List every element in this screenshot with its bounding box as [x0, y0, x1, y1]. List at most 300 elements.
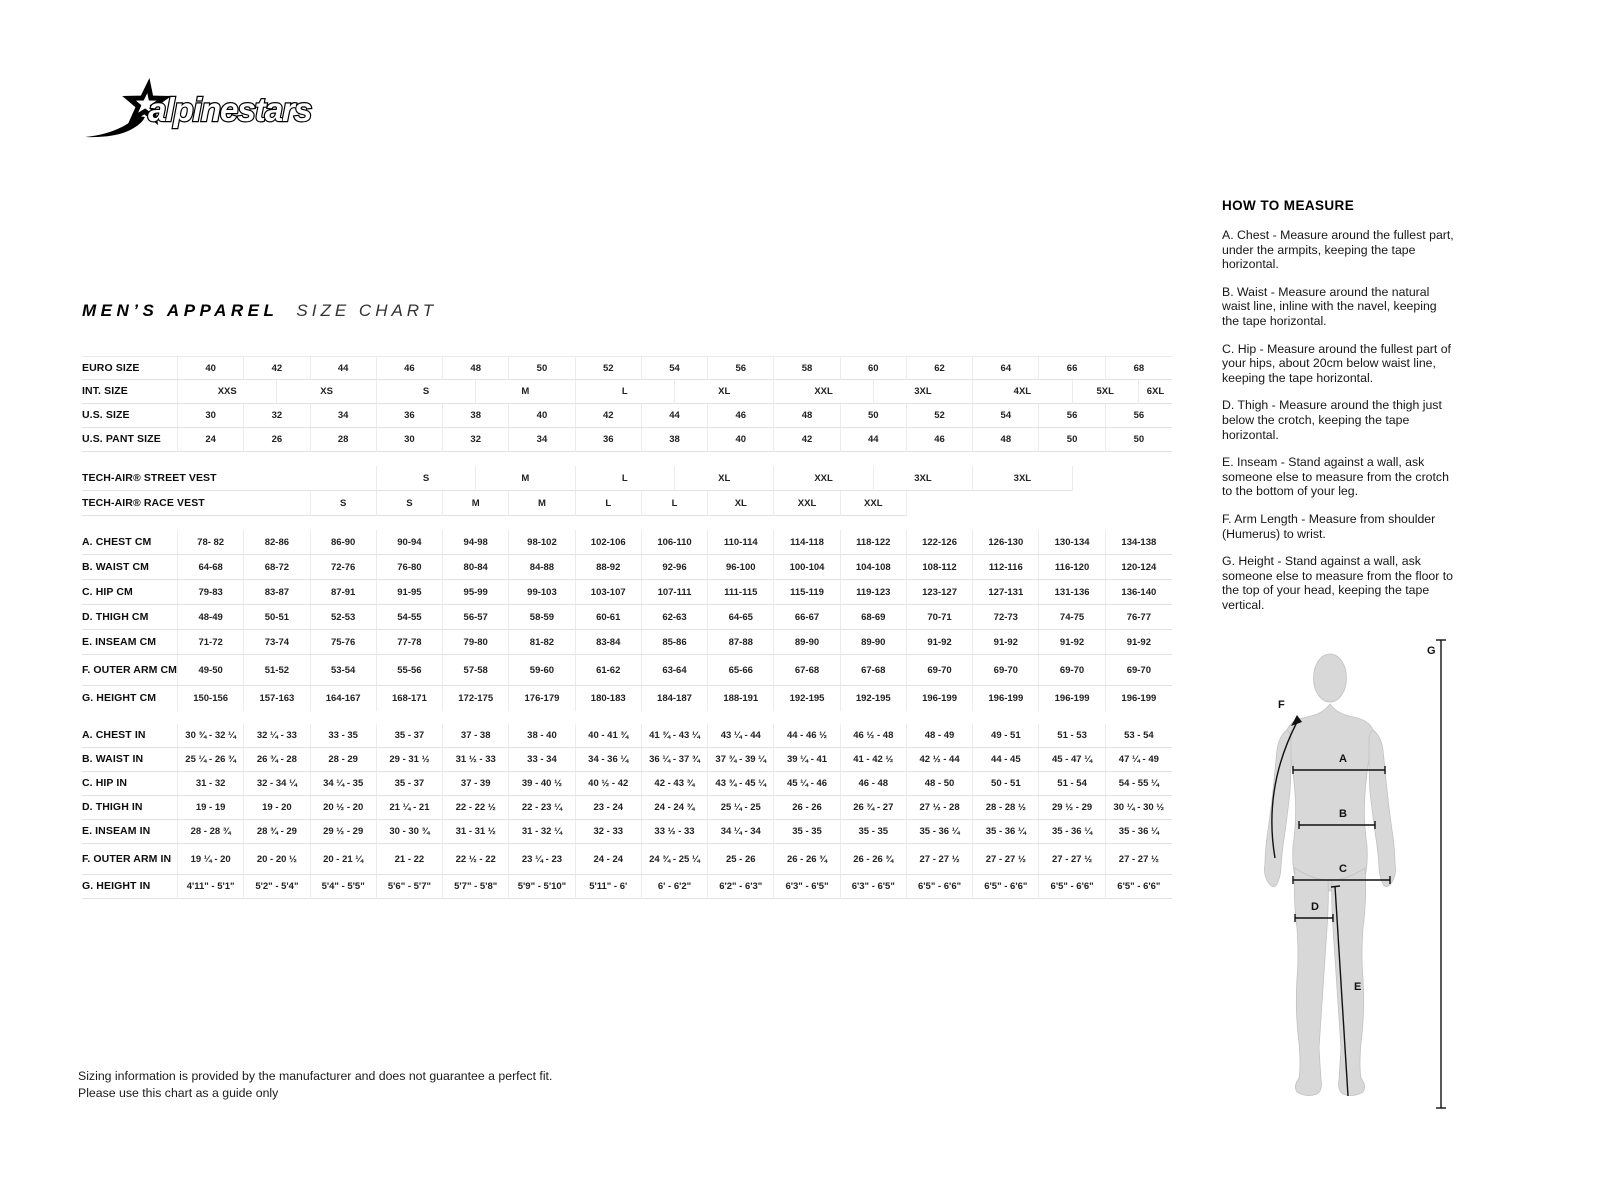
size-value: 64-68	[178, 555, 244, 580]
size-value: 54-55	[377, 605, 443, 630]
size-value: 23 ¼ - 23	[509, 844, 575, 875]
size-value: 176-179	[509, 686, 575, 711]
size-value: 77-78	[377, 630, 443, 655]
size-value: 19 - 20	[244, 796, 310, 820]
size-value: 56-57	[443, 605, 509, 630]
size-value: 115-119	[774, 580, 840, 605]
size-value: 26	[244, 428, 310, 452]
size-value: 35 - 36 ¼	[1039, 820, 1105, 844]
size-value: 74-75	[1039, 605, 1105, 630]
how-to-measure-title: HOW TO MEASURE	[1222, 198, 1355, 213]
size-value: 52	[907, 404, 973, 428]
size-value: 21 ¼ - 21	[377, 796, 443, 820]
size-value: 38	[642, 428, 708, 452]
row-label: C. HIP IN	[82, 772, 178, 796]
size-value: 36	[576, 428, 642, 452]
size-value: 66-67	[774, 605, 840, 630]
size-value: 6'3" - 6'5"	[841, 875, 907, 899]
size-value: 50	[509, 356, 575, 380]
size-value: 6'2" - 6'3"	[708, 875, 774, 899]
empty-cell	[907, 491, 1172, 516]
int-size-value: 4XL	[973, 380, 1072, 404]
size-value: 100-104	[774, 555, 840, 580]
disclaimer-line-1: Sizing information is provided by the manufacturer and does not guarantee a perfect fit.	[78, 1069, 553, 1083]
size-value: 34	[311, 404, 377, 428]
size-value: 26 ¾ - 28	[244, 748, 310, 772]
street-vest-size: M	[476, 466, 575, 491]
size-value: 28 - 29	[311, 748, 377, 772]
size-value: 48	[774, 404, 840, 428]
size-value: 39 - 40 ½	[509, 772, 575, 796]
size-value: 91-92	[1039, 630, 1105, 655]
size-value: 44	[642, 404, 708, 428]
size-value: 20 ½ - 20	[311, 796, 377, 820]
page-title-main: MEN’S APPAREL	[82, 301, 279, 320]
size-value: 91-95	[377, 580, 443, 605]
size-value: 35 - 35	[841, 820, 907, 844]
size-value: 98-102	[509, 530, 575, 555]
size-value: 24	[178, 428, 244, 452]
row-label: C. HIP CM	[82, 580, 178, 605]
measure-item-inseam: E. Inseam - Stand against a wall, ask someone else to measure from the crotch to the bottom of your leg.	[1222, 455, 1449, 499]
size-value: 94-98	[443, 530, 509, 555]
size-value: 122-126	[907, 530, 973, 555]
size-value: 22 ½ - 22	[443, 844, 509, 875]
size-value: 164-167	[311, 686, 377, 711]
size-value: 6'5" - 6'6"	[1106, 875, 1172, 899]
size-value: 114-118	[774, 530, 840, 555]
size-value: 58	[774, 356, 840, 380]
size-value: 33 ½ - 33	[642, 820, 708, 844]
size-value: 89-90	[774, 630, 840, 655]
size-value: 27 - 27 ½	[1106, 844, 1172, 875]
size-value: 55-56	[377, 655, 443, 686]
size-value: 110-114	[708, 530, 774, 555]
size-value: 46	[708, 404, 774, 428]
size-value: 33 - 34	[509, 748, 575, 772]
size-value: 104-108	[841, 555, 907, 580]
size-value: 42 ½ - 44	[907, 748, 973, 772]
size-value: 40	[708, 428, 774, 452]
size-value: 38	[443, 404, 509, 428]
race-vest-size: XL	[708, 491, 774, 516]
int-size-value: XXS	[178, 380, 277, 404]
size-chart-table	[82, 356, 1172, 899]
size-value: 92-96	[642, 555, 708, 580]
size-value: 50	[1039, 428, 1105, 452]
size-value: 31 - 31 ½	[443, 820, 509, 844]
size-value: 27 - 27 ½	[973, 844, 1039, 875]
alpinestars-logo	[84, 70, 364, 142]
size-value: 35 - 36 ¼	[907, 820, 973, 844]
int-size-value: 3XL	[874, 380, 973, 404]
size-value: 36	[377, 404, 443, 428]
size-value: 43 ¼ - 44	[708, 724, 774, 748]
size-value: 37 ¾ - 39 ¼	[708, 748, 774, 772]
size-value: 69-70	[907, 655, 973, 686]
int-size-value: S	[377, 380, 476, 404]
figure-label-arm: F	[1278, 699, 1285, 711]
race-vest-size: S	[377, 491, 443, 516]
size-value: 34 ¼ - 34	[708, 820, 774, 844]
size-value: 25 - 26	[708, 844, 774, 875]
size-value: 5'9" - 5'10"	[509, 875, 575, 899]
size-value: 79-80	[443, 630, 509, 655]
size-value: 34	[509, 428, 575, 452]
page-title	[82, 301, 437, 321]
street-vest-size: XL	[675, 466, 774, 491]
size-value: 60	[841, 356, 907, 380]
size-value: 106-110	[642, 530, 708, 555]
size-value: 180-183	[576, 686, 642, 711]
measure-item-chest: A. Chest - Measure around the fullest part, under the armpits, keeping the tape horizontal.	[1222, 228, 1454, 272]
row-label: U.S. SIZE	[82, 404, 178, 428]
int-size-value: 5XL	[1073, 380, 1139, 404]
size-value: 25 ¼ - 25	[708, 796, 774, 820]
body-silhouette	[1264, 654, 1395, 1096]
size-value: 85-86	[642, 630, 708, 655]
size-value: 79-83	[178, 580, 244, 605]
size-value: 66	[1039, 356, 1105, 380]
size-value: 76-80	[377, 555, 443, 580]
size-value: 67-68	[841, 655, 907, 686]
size-value: 53 - 54	[1106, 724, 1172, 748]
size-value: 111-115	[708, 580, 774, 605]
figure-label-height: G	[1427, 645, 1436, 657]
size-value: 50	[841, 404, 907, 428]
size-value: 30 ¾ - 32 ¼	[178, 724, 244, 748]
race-vest-size: S	[311, 491, 377, 516]
size-value: 95-99	[443, 580, 509, 605]
size-value: 45 ¼ - 46	[774, 772, 840, 796]
size-value: 119-123	[841, 580, 907, 605]
size-value: 53-54	[311, 655, 377, 686]
size-value: 48 - 49	[907, 724, 973, 748]
size-value: 6'5" - 6'6"	[1039, 875, 1105, 899]
race-vest-size: L	[576, 491, 642, 516]
size-value: 54	[973, 404, 1039, 428]
size-value: 62-63	[642, 605, 708, 630]
row-label: G. HEIGHT CM	[82, 686, 178, 711]
size-value: 70-71	[907, 605, 973, 630]
size-value: 61-62	[576, 655, 642, 686]
size-value: 34 ¼ - 35	[311, 772, 377, 796]
size-value: 31 - 32	[178, 772, 244, 796]
size-value: 46 - 48	[841, 772, 907, 796]
row-label: U.S. PANT SIZE	[82, 428, 178, 452]
size-value: 21 - 22	[377, 844, 443, 875]
size-value: 172-175	[443, 686, 509, 711]
measure-item-hip: C. Hip - Measure around the fullest part of your hips, about 20cm below waist line, keeping the tape horizontal.	[1222, 341, 1451, 385]
measure-item-waist: B. Waist - Measure around the natural waist line, inline with the navel, keeping the tape horizontal.	[1222, 284, 1437, 328]
size-value: 196-199	[907, 686, 973, 711]
size-value: 44 - 45	[973, 748, 1039, 772]
size-value: 58-59	[509, 605, 575, 630]
alpinestars-star-icon	[84, 70, 364, 142]
size-value: 157-163	[244, 686, 310, 711]
size-value: 76-77	[1106, 605, 1172, 630]
size-value: 32 ¼ - 33	[244, 724, 310, 748]
size-value: 32	[244, 404, 310, 428]
size-value: 31 ½ - 33	[443, 748, 509, 772]
size-value: 28 - 28 ½	[973, 796, 1039, 820]
size-value: 24 - 24	[576, 844, 642, 875]
size-value: 63-64	[642, 655, 708, 686]
size-value: 127-131	[973, 580, 1039, 605]
row-label: G. HEIGHT IN	[82, 875, 178, 899]
size-value: 27 - 27 ½	[907, 844, 973, 875]
size-value: 42	[244, 356, 310, 380]
size-value: 49-50	[178, 655, 244, 686]
size-value: 59-60	[509, 655, 575, 686]
size-value: 24 - 24 ¾	[642, 796, 708, 820]
size-value: 20 - 20 ½	[244, 844, 310, 875]
size-value: 88-92	[576, 555, 642, 580]
figure-label-inseam: E	[1354, 981, 1362, 993]
figure-label-thigh: D	[1311, 901, 1319, 913]
size-value: 42 - 43 ¾	[642, 772, 708, 796]
size-value: 48	[973, 428, 1039, 452]
size-value: 188-191	[708, 686, 774, 711]
size-value: 35 - 36 ¼	[1106, 820, 1172, 844]
size-value: 64	[973, 356, 1039, 380]
size-value: 118-122	[841, 530, 907, 555]
int-size-value: M	[476, 380, 575, 404]
int-size-value: XS	[277, 380, 376, 404]
race-vest-size: M	[509, 491, 575, 516]
size-value: 19 ¼ - 20	[178, 844, 244, 875]
row-label: TECH-AIR® STREET VEST	[82, 466, 377, 491]
size-value: 22 - 23 ¼	[509, 796, 575, 820]
size-value: 84-88	[509, 555, 575, 580]
size-value: 27 - 27 ½	[1039, 844, 1105, 875]
size-value: 54 - 55 ¼	[1106, 772, 1172, 796]
int-size-value: XXL	[774, 380, 873, 404]
size-value: 69-70	[1039, 655, 1105, 686]
size-value: 37 - 39	[443, 772, 509, 796]
size-value: 46	[377, 356, 443, 380]
size-value: 69-70	[1106, 655, 1172, 686]
size-value: 91-92	[1106, 630, 1172, 655]
row-label: TECH-AIR® RACE VEST	[82, 491, 311, 516]
size-value: 6'3" - 6'5"	[774, 875, 840, 899]
size-value: 50	[1106, 428, 1172, 452]
size-value: 120-124	[1106, 555, 1172, 580]
row-label: D. THIGH CM	[82, 605, 178, 630]
size-value: 87-88	[708, 630, 774, 655]
size-value: 50-51	[244, 605, 310, 630]
size-value: 46 ½ - 48	[841, 724, 907, 748]
size-value: 51-52	[244, 655, 310, 686]
size-value: 56	[708, 356, 774, 380]
size-value: 72-73	[973, 605, 1039, 630]
int-size-value: L	[576, 380, 675, 404]
figure-label-waist: B	[1339, 808, 1347, 820]
size-value: 136-140	[1106, 580, 1172, 605]
size-value: 68	[1106, 356, 1172, 380]
measurement-figure	[1235, 618, 1450, 1118]
row-label: INT. SIZE	[82, 380, 178, 404]
size-value: 25 ¼ - 26 ¾	[178, 748, 244, 772]
street-vest-size: S	[377, 466, 476, 491]
table-gap	[82, 452, 1172, 466]
logo-wordmark: alpinestars	[148, 91, 312, 128]
size-value: 32	[443, 428, 509, 452]
size-value: 48	[443, 356, 509, 380]
size-value: 96-100	[708, 555, 774, 580]
size-value: 52	[576, 356, 642, 380]
size-value: 150-156	[178, 686, 244, 711]
row-label: EURO SIZE	[82, 356, 178, 380]
size-value: 81-82	[509, 630, 575, 655]
size-value: 196-199	[1121, 693, 1157, 704]
size-value: 71-72	[178, 630, 244, 655]
size-value: 56	[1039, 404, 1105, 428]
race-vest-size: XXL	[774, 491, 840, 516]
size-value: 48 - 50	[907, 772, 973, 796]
size-value: 30 ¼ - 30 ½	[1106, 796, 1172, 820]
size-value: 192-195	[841, 686, 907, 711]
size-value: 5'11" - 6'	[576, 875, 642, 899]
size-value: 35 - 36 ¼	[973, 820, 1039, 844]
size-value: 196-199	[1039, 686, 1105, 711]
row-label: E. INSEAM IN	[82, 820, 178, 844]
size-value: 40	[178, 356, 244, 380]
size-value: 28	[311, 428, 377, 452]
measure-item-arm-length: F. Arm Length - Measure from shoulder (Humerus) to wrist.	[1222, 511, 1436, 541]
measure-item-thigh: D. Thigh - Measure around the thigh just below the crotch, keeping the tape horizontal.	[1222, 398, 1442, 442]
size-value: 116-120	[1039, 555, 1105, 580]
size-value: 57-58	[443, 655, 509, 686]
body-silhouette-diagram	[1235, 618, 1450, 1118]
size-value: 24 ¾ - 25 ¼	[642, 844, 708, 875]
size-value: 48-49	[178, 605, 244, 630]
size-value: 44	[311, 356, 377, 380]
size-value: 56	[1106, 404, 1172, 428]
size-value: 73-74	[244, 630, 310, 655]
size-value: 196-199	[973, 686, 1039, 711]
size-value: 89-90	[841, 630, 907, 655]
measure-item-height: G. Height - Stand against a wall, ask someone else to measure from the floor to the top of your head, keeping the tape vertical.	[1222, 554, 1454, 612]
size-value: 5'4" - 5'5"	[311, 875, 377, 899]
size-value: 32 - 33	[576, 820, 642, 844]
size-value: 62	[907, 356, 973, 380]
size-value: 22 - 22 ½	[443, 796, 509, 820]
race-vest-size: XXL	[841, 491, 907, 516]
size-value: 35 - 37	[377, 724, 443, 748]
size-value: 26 - 26	[774, 796, 840, 820]
street-vest-size: 3XL	[874, 466, 973, 491]
row-label: A. CHEST CM	[82, 530, 178, 555]
size-value: 184-187	[642, 686, 708, 711]
size-value: 68-69	[841, 605, 907, 630]
size-value: 27 ½ - 28	[907, 796, 973, 820]
disclaimer	[78, 1068, 552, 1101]
row-label: F. OUTER ARM IN	[82, 844, 178, 875]
size-value: 90-94	[377, 530, 443, 555]
size-value: 39 ¼ - 41	[774, 748, 840, 772]
empty-cell	[1073, 466, 1172, 491]
figure-label-hip: C	[1339, 863, 1347, 875]
size-value: 103-107	[576, 580, 642, 605]
size-value: 30 - 30 ¾	[377, 820, 443, 844]
size-value: 91-92	[907, 630, 973, 655]
size-value: 67-68	[774, 655, 840, 686]
size-value: 112-116	[973, 555, 1039, 580]
size-value: 31 - 32 ¼	[509, 820, 575, 844]
size-value: 34 - 36 ¼	[576, 748, 642, 772]
street-vest-size: XXL	[774, 466, 873, 491]
size-value: 87-91	[311, 580, 377, 605]
size-value: 64-65	[708, 605, 774, 630]
size-value: 43 ¾ - 45 ¼	[708, 772, 774, 796]
row-label: A. CHEST IN	[82, 724, 178, 748]
size-value: 35 - 35	[774, 820, 840, 844]
size-value: 168-171	[377, 686, 443, 711]
size-value: 60-61	[576, 605, 642, 630]
size-value: 44 - 46 ½	[774, 724, 840, 748]
size-value: 6' - 6'2"	[642, 875, 708, 899]
size-value: 108-112	[907, 555, 973, 580]
size-value: 33 - 35	[311, 724, 377, 748]
size-value: 78- 82	[178, 530, 244, 555]
size-value: 134-138	[1106, 530, 1172, 555]
size-value: 28 - 28 ¾	[178, 820, 244, 844]
size-value: 123-127	[907, 580, 973, 605]
row-label: F. OUTER ARM CM	[82, 655, 178, 686]
row-label: B. WAIST CM	[82, 555, 178, 580]
size-value: 69-70	[973, 655, 1039, 686]
size-value: 91-92	[973, 630, 1039, 655]
size-value: 80-84	[443, 555, 509, 580]
size-value: 28 ¾ - 29	[244, 820, 310, 844]
size-value: 41 - 42 ½	[841, 748, 907, 772]
size-value: 40 ½ - 42	[576, 772, 642, 796]
race-vest-size: M	[443, 491, 509, 516]
size-value: 44	[841, 428, 907, 452]
row-label: E. INSEAM CM	[82, 630, 178, 655]
street-vest-size: 3XL	[973, 466, 1072, 491]
size-value: 26 - 26 ¾	[841, 844, 907, 875]
size-value: 29 - 31 ½	[377, 748, 443, 772]
street-vest-size: L	[576, 466, 675, 491]
size-value: 5'7" - 5'8"	[443, 875, 509, 899]
size-value: 83-84	[576, 630, 642, 655]
size-value: 102-106	[576, 530, 642, 555]
size-value: 20 - 21 ¼	[311, 844, 377, 875]
page-title-sub: SIZE CHART	[296, 301, 438, 320]
size-value: 47 ¼ - 49	[1106, 748, 1172, 772]
size-value: 68-72	[244, 555, 310, 580]
size-value: 5'6" - 5'7"	[377, 875, 443, 899]
size-value: 51 - 54	[1039, 772, 1105, 796]
size-value: 36 ¼ - 37 ¾	[642, 748, 708, 772]
size-value: 46	[907, 428, 973, 452]
size-value: 35 - 37	[377, 772, 443, 796]
size-value: 41 ¾ - 43 ¼	[642, 724, 708, 748]
size-value: 65-66	[708, 655, 774, 686]
size-value: 131-136	[1039, 580, 1105, 605]
row-label: B. WAIST IN	[82, 748, 178, 772]
table-gap	[82, 516, 1172, 530]
size-value: 29 ½ - 29	[311, 820, 377, 844]
size-value: 38 - 40	[509, 724, 575, 748]
how-to-measure-panel	[1222, 198, 1456, 625]
size-value: 40 - 41 ¾	[576, 724, 642, 748]
size-value: 32 - 34 ¼	[244, 772, 310, 796]
size-value: 75-76	[311, 630, 377, 655]
race-vest-size: L	[642, 491, 708, 516]
